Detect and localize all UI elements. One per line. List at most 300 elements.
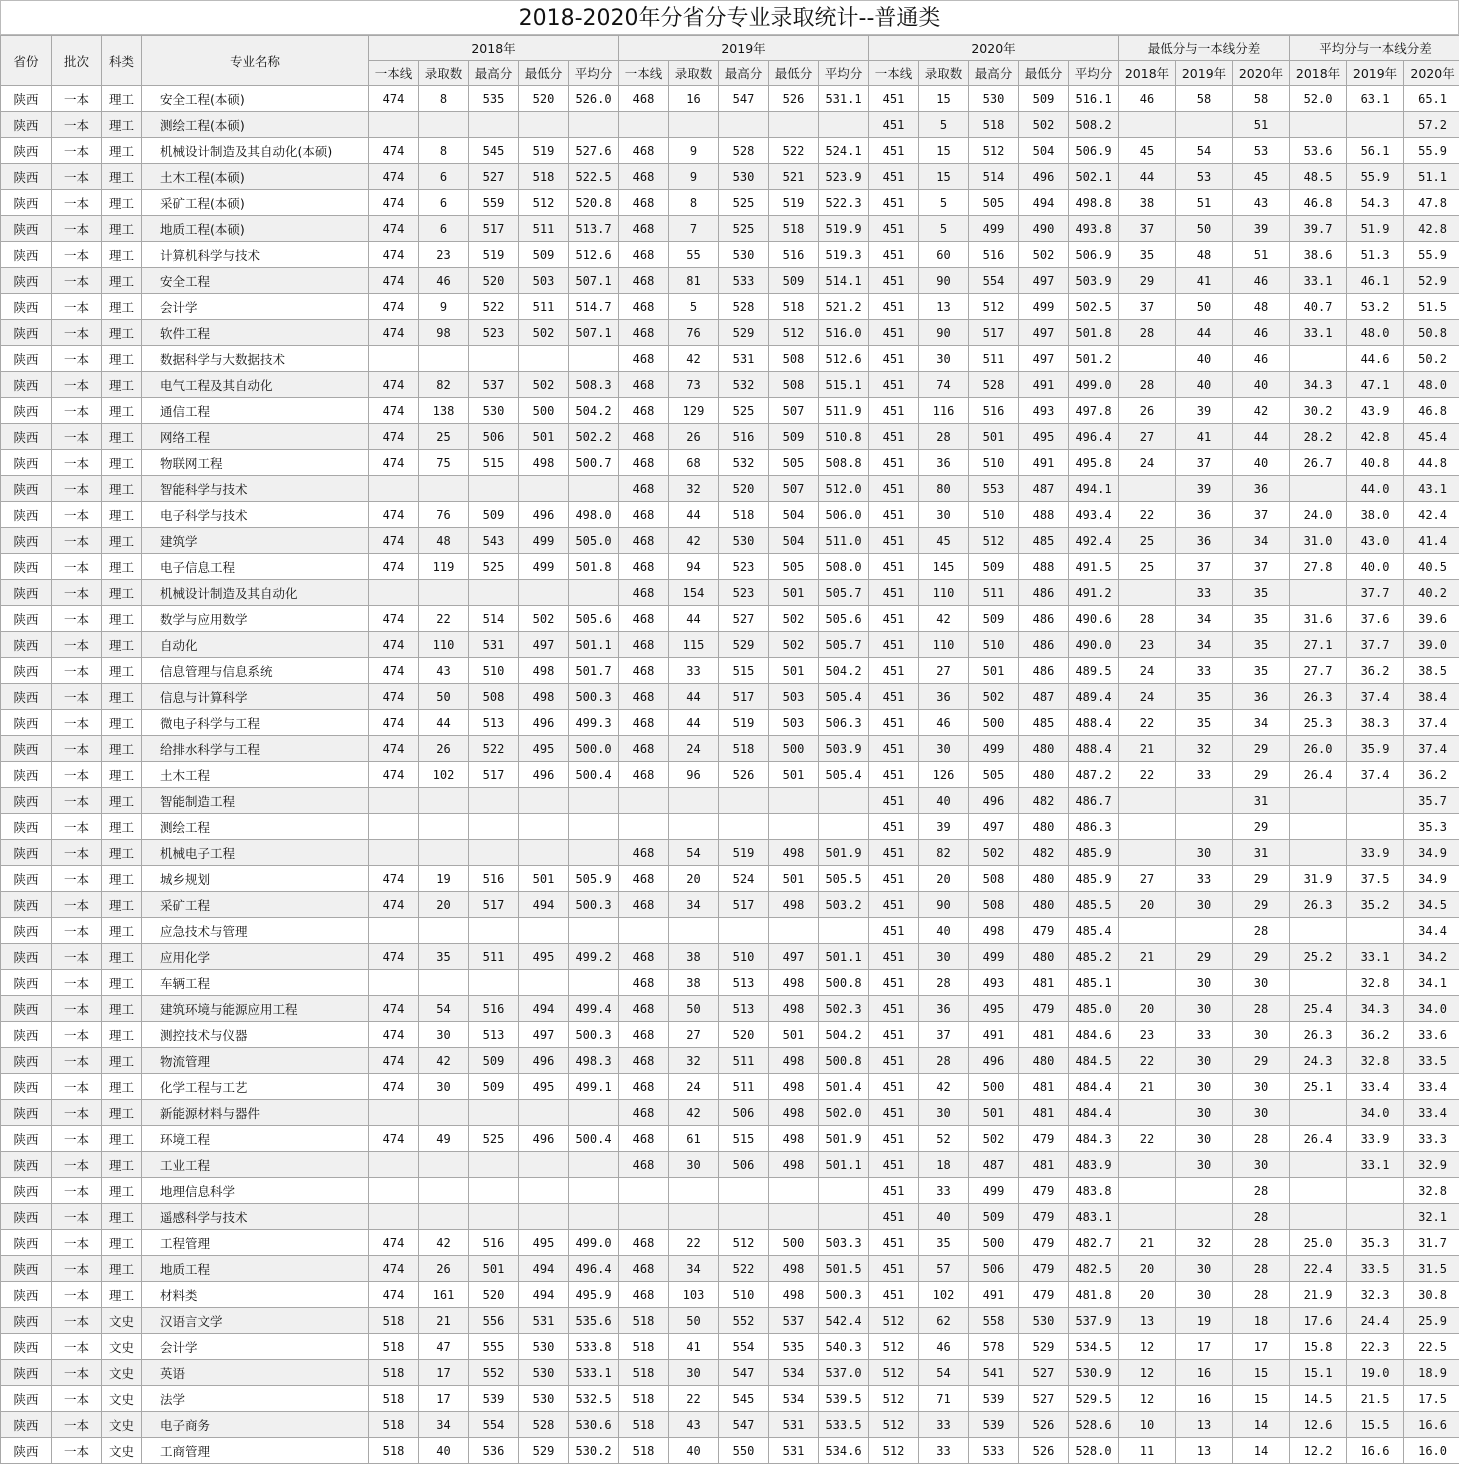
value-cell: 502.3 xyxy=(819,996,869,1022)
value-cell xyxy=(1119,788,1176,814)
value-cell: 102 xyxy=(919,1282,969,1308)
value-cell: 517 xyxy=(469,216,519,242)
value-cell: 60 xyxy=(919,242,969,268)
value-cell: 44 xyxy=(1176,320,1233,346)
value-cell: 519 xyxy=(719,840,769,866)
value-cell: 506 xyxy=(969,1256,1019,1282)
value-cell: 29 xyxy=(1233,762,1290,788)
header-avg-diff: 平均分与一本线分差 xyxy=(1290,36,1459,61)
value-cell: 24 xyxy=(669,1074,719,1100)
value-cell: 491 xyxy=(1019,372,1069,398)
value-cell: 39 xyxy=(919,814,969,840)
value-cell: 474 xyxy=(369,216,419,242)
value-cell: 451 xyxy=(869,1048,919,1074)
value-cell: 485.9 xyxy=(1069,840,1119,866)
value-cell: 468 xyxy=(619,892,669,918)
category-cell: 理工 xyxy=(102,242,142,268)
value-cell: 55.9 xyxy=(1404,242,1459,268)
value-cell: 496 xyxy=(519,710,569,736)
value-cell: 34.5 xyxy=(1404,892,1459,918)
value-cell: 517 xyxy=(469,892,519,918)
major-name-cell: 数据科学与大数据技术 xyxy=(142,346,369,372)
value-cell xyxy=(669,1178,719,1204)
value-cell: 479 xyxy=(1019,1230,1069,1256)
province-cell: 陕西 xyxy=(1,86,52,112)
value-cell: 22.4 xyxy=(1290,1256,1347,1282)
value-cell: 25.0 xyxy=(1290,1230,1347,1256)
value-cell: 533.5 xyxy=(819,1412,869,1438)
value-cell: 44.8 xyxy=(1404,450,1459,476)
value-cell: 30.8 xyxy=(1404,1282,1459,1308)
value-cell: 27 xyxy=(919,658,969,684)
batch-cell: 一本 xyxy=(52,1412,102,1438)
value-cell: 520 xyxy=(719,1022,769,1048)
value-cell xyxy=(469,476,519,502)
value-cell xyxy=(469,970,519,996)
value-cell: 7 xyxy=(669,216,719,242)
value-cell: 33 xyxy=(1176,1022,1233,1048)
value-cell: 42 xyxy=(919,1074,969,1100)
avg-diff-year-1: 2019年 xyxy=(1347,61,1404,86)
value-cell: 63.1 xyxy=(1347,86,1404,112)
value-cell: 533 xyxy=(969,1438,1019,1464)
category-cell: 理工 xyxy=(102,86,142,112)
value-cell: 31.7 xyxy=(1404,1230,1459,1256)
value-cell xyxy=(1347,814,1404,840)
value-cell: 38 xyxy=(1119,190,1176,216)
table-row xyxy=(1,86,1459,112)
value-cell: 23 xyxy=(1119,1022,1176,1048)
value-cell: 33.1 xyxy=(1347,1152,1404,1178)
batch-cell: 一本 xyxy=(52,1100,102,1126)
value-cell: 44.6 xyxy=(1347,346,1404,372)
category-cell: 理工 xyxy=(102,1100,142,1126)
value-cell: 34.0 xyxy=(1347,1100,1404,1126)
major-name-cell: 城乡规划 xyxy=(142,866,369,892)
category-cell: 理工 xyxy=(102,424,142,450)
value-cell: 6 xyxy=(419,164,469,190)
province-cell: 陕西 xyxy=(1,762,52,788)
value-cell: 468 xyxy=(619,944,669,970)
value-cell: 504.2 xyxy=(819,658,869,684)
header-year-2018: 2018年 xyxy=(369,36,619,61)
value-cell: 488.4 xyxy=(1069,710,1119,736)
value-cell: 484.4 xyxy=(1069,1100,1119,1126)
value-cell: 513 xyxy=(719,996,769,1022)
province-cell: 陕西 xyxy=(1,866,52,892)
batch-cell: 一本 xyxy=(52,892,102,918)
province-cell: 陕西 xyxy=(1,1074,52,1100)
value-cell: 28 xyxy=(1233,996,1290,1022)
value-cell: 17 xyxy=(419,1386,469,1412)
value-cell xyxy=(519,1204,569,1230)
value-cell xyxy=(519,1100,569,1126)
value-cell: 497 xyxy=(769,944,819,970)
value-cell xyxy=(369,1152,419,1178)
value-cell: 451 xyxy=(869,346,919,372)
value-cell: 68 xyxy=(669,450,719,476)
table-row xyxy=(1,1256,1459,1282)
value-cell xyxy=(719,918,769,944)
value-cell: 528 xyxy=(519,1412,569,1438)
value-cell: 498 xyxy=(769,996,819,1022)
value-cell: 451 xyxy=(869,606,919,632)
province-cell: 陕西 xyxy=(1,1308,52,1334)
major-name-cell: 自动化 xyxy=(142,632,369,658)
table-row xyxy=(1,112,1459,138)
value-cell: 502 xyxy=(1019,112,1069,138)
value-cell: 52.0 xyxy=(1290,86,1347,112)
value-cell: 550 xyxy=(719,1438,769,1464)
table-row xyxy=(1,554,1459,580)
category-cell: 理工 xyxy=(102,216,142,242)
value-cell: 474 xyxy=(369,1282,419,1308)
value-cell: 503 xyxy=(769,710,819,736)
value-cell: 512.6 xyxy=(569,242,619,268)
major-name-cell: 信息与计算科学 xyxy=(142,684,369,710)
header-year-2019: 2019年 xyxy=(619,36,869,61)
batch-cell: 一本 xyxy=(52,528,102,554)
value-cell: 498 xyxy=(769,1152,819,1178)
value-cell: 508.8 xyxy=(819,450,869,476)
value-cell: 34.0 xyxy=(1404,996,1459,1022)
value-cell: 530 xyxy=(469,398,519,424)
value-cell: 30 xyxy=(919,502,969,528)
value-cell: 512 xyxy=(869,1386,919,1412)
value-cell: 532.5 xyxy=(569,1386,619,1412)
value-cell: 44 xyxy=(419,710,469,736)
value-cell: 500.3 xyxy=(569,1022,619,1048)
value-cell: 58 xyxy=(1233,86,1290,112)
value-cell: 51 xyxy=(1176,190,1233,216)
category-cell: 理工 xyxy=(102,346,142,372)
value-cell: 451 xyxy=(869,1256,919,1282)
value-cell: 75 xyxy=(419,450,469,476)
value-cell: 22 xyxy=(1119,762,1176,788)
value-cell: 22.5 xyxy=(1404,1334,1459,1360)
province-cell: 陕西 xyxy=(1,112,52,138)
value-cell: 451 xyxy=(869,86,919,112)
value-cell: 516 xyxy=(769,242,819,268)
value-cell: 474 xyxy=(369,164,419,190)
value-cell: 474 xyxy=(369,554,419,580)
value-cell: 451 xyxy=(869,372,919,398)
value-cell xyxy=(669,918,719,944)
value-cell: 527 xyxy=(469,164,519,190)
value-cell: 9 xyxy=(419,294,469,320)
value-cell: 26 xyxy=(419,736,469,762)
value-cell: 41.4 xyxy=(1404,528,1459,554)
value-cell: 27 xyxy=(1119,866,1176,892)
value-cell: 40 xyxy=(1233,372,1290,398)
province-cell: 陕西 xyxy=(1,1438,52,1464)
value-cell: 480 xyxy=(1019,1048,1069,1074)
value-cell: 30 xyxy=(419,1022,469,1048)
province-cell: 陕西 xyxy=(1,346,52,372)
subheader-2020-0: 一本线 xyxy=(869,61,919,86)
value-cell: 518 xyxy=(619,1412,669,1438)
value-cell: 525 xyxy=(719,190,769,216)
value-cell: 497 xyxy=(1019,268,1069,294)
table-row xyxy=(1,1074,1459,1100)
value-cell: 451 xyxy=(869,554,919,580)
value-cell: 503 xyxy=(769,684,819,710)
value-cell: 528 xyxy=(719,294,769,320)
value-cell: 18 xyxy=(1233,1308,1290,1334)
value-cell: 28.2 xyxy=(1290,424,1347,450)
value-cell xyxy=(1290,1204,1347,1230)
value-cell: 501.4 xyxy=(819,1074,869,1100)
value-cell: 520.8 xyxy=(569,190,619,216)
value-cell: 13 xyxy=(1176,1438,1233,1464)
value-cell: 518 xyxy=(719,502,769,528)
value-cell: 518 xyxy=(369,1412,419,1438)
value-cell: 519 xyxy=(719,710,769,736)
province-cell: 陕西 xyxy=(1,1178,52,1204)
value-cell: 494 xyxy=(519,996,569,1022)
value-cell: 531 xyxy=(469,632,519,658)
value-cell: 534 xyxy=(769,1386,819,1412)
value-cell xyxy=(1119,1152,1176,1178)
batch-cell: 一本 xyxy=(52,1126,102,1152)
value-cell: 483.8 xyxy=(1069,1178,1119,1204)
value-cell: 37.7 xyxy=(1347,632,1404,658)
value-cell: 523.9 xyxy=(819,164,869,190)
value-cell: 31.6 xyxy=(1290,606,1347,632)
value-cell: 30 xyxy=(919,736,969,762)
batch-cell: 一本 xyxy=(52,450,102,476)
value-cell: 492.4 xyxy=(1069,528,1119,554)
value-cell: 519 xyxy=(769,190,819,216)
value-cell: 27 xyxy=(669,1022,719,1048)
value-cell: 512 xyxy=(869,1360,919,1386)
value-cell: 468 xyxy=(619,1022,669,1048)
value-cell: 36.2 xyxy=(1404,762,1459,788)
value-cell: 500 xyxy=(769,1230,819,1256)
value-cell: 498 xyxy=(519,450,569,476)
value-cell: 451 xyxy=(869,398,919,424)
major-name-cell: 土木工程 xyxy=(142,762,369,788)
value-cell: 509 xyxy=(469,1048,519,1074)
value-cell: 40 xyxy=(919,788,969,814)
major-name-cell: 应用化学 xyxy=(142,944,369,970)
value-cell: 556 xyxy=(469,1308,519,1334)
value-cell xyxy=(819,1178,869,1204)
value-cell: 512.6 xyxy=(819,346,869,372)
value-cell: 33.9 xyxy=(1347,1126,1404,1152)
value-cell: 518 xyxy=(619,1360,669,1386)
value-cell: 500.8 xyxy=(819,970,869,996)
value-cell xyxy=(619,1204,669,1230)
table-row xyxy=(1,216,1459,242)
value-cell xyxy=(669,788,719,814)
value-cell: 468 xyxy=(619,424,669,450)
value-cell: 26.3 xyxy=(1290,1022,1347,1048)
value-cell: 531 xyxy=(769,1412,819,1438)
value-cell xyxy=(469,112,519,138)
value-cell: 511 xyxy=(719,1048,769,1074)
value-cell xyxy=(419,1178,469,1204)
value-cell: 5 xyxy=(919,216,969,242)
value-cell xyxy=(1290,1178,1347,1204)
value-cell: 518 xyxy=(769,294,819,320)
value-cell: 119 xyxy=(419,554,469,580)
value-cell: 35.2 xyxy=(1347,892,1404,918)
value-cell: 525 xyxy=(719,216,769,242)
value-cell: 480 xyxy=(1019,762,1069,788)
value-cell: 537.9 xyxy=(1069,1308,1119,1334)
value-cell: 22 xyxy=(1119,502,1176,528)
category-cell: 理工 xyxy=(102,1282,142,1308)
value-cell: 16 xyxy=(1176,1360,1233,1386)
value-cell xyxy=(469,814,519,840)
value-cell xyxy=(1347,112,1404,138)
value-cell xyxy=(569,1204,619,1230)
value-cell: 496.4 xyxy=(1069,424,1119,450)
value-cell: 24 xyxy=(669,736,719,762)
value-cell: 558 xyxy=(969,1308,1019,1334)
value-cell: 537.0 xyxy=(819,1360,869,1386)
batch-cell: 一本 xyxy=(52,372,102,398)
value-cell: 47.8 xyxy=(1404,190,1459,216)
value-cell: 514 xyxy=(969,164,1019,190)
table-row xyxy=(1,476,1459,502)
category-cell: 理工 xyxy=(102,788,142,814)
value-cell: 512 xyxy=(969,294,1019,320)
value-cell: 525 xyxy=(719,398,769,424)
value-cell: 512 xyxy=(769,320,819,346)
value-cell: 20 xyxy=(1119,996,1176,1022)
value-cell: 17 xyxy=(1233,1334,1290,1360)
value-cell: 496 xyxy=(519,762,569,788)
value-cell: 511 xyxy=(519,216,569,242)
value-cell: 479 xyxy=(1019,1282,1069,1308)
category-cell: 理工 xyxy=(102,1048,142,1074)
value-cell: 26.4 xyxy=(1290,1126,1347,1152)
value-cell: 21 xyxy=(419,1308,469,1334)
value-cell xyxy=(519,840,569,866)
value-cell: 76 xyxy=(669,320,719,346)
value-cell: 54 xyxy=(419,996,469,1022)
value-cell: 23 xyxy=(419,242,469,268)
value-cell: 52 xyxy=(919,1126,969,1152)
major-name-cell: 新能源材料与器件 xyxy=(142,1100,369,1126)
batch-cell: 一本 xyxy=(52,996,102,1022)
value-cell xyxy=(719,788,769,814)
value-cell: 451 xyxy=(869,684,919,710)
value-cell: 493 xyxy=(1019,398,1069,424)
value-cell: 474 xyxy=(369,736,419,762)
value-cell: 502.0 xyxy=(819,1100,869,1126)
major-name-cell: 会计学 xyxy=(142,294,369,320)
value-cell: 531 xyxy=(769,1438,819,1464)
value-cell: 510 xyxy=(719,1282,769,1308)
province-cell: 陕西 xyxy=(1,996,52,1022)
value-cell: 500.4 xyxy=(569,1126,619,1152)
value-cell: 37 xyxy=(1233,502,1290,528)
value-cell: 8 xyxy=(419,138,469,164)
value-cell: 24.4 xyxy=(1347,1308,1404,1334)
value-cell: 487.2 xyxy=(1069,762,1119,788)
value-cell: 468 xyxy=(619,632,669,658)
value-cell: 48 xyxy=(419,528,469,554)
value-cell: 501.1 xyxy=(569,632,619,658)
value-cell: 480 xyxy=(1019,814,1069,840)
batch-cell: 一本 xyxy=(52,320,102,346)
value-cell: 493 xyxy=(969,970,1019,996)
value-cell: 488.4 xyxy=(1069,736,1119,762)
value-cell: 503.2 xyxy=(819,892,869,918)
value-cell: 38 xyxy=(669,970,719,996)
value-cell: 468 xyxy=(619,710,669,736)
value-cell: 38.4 xyxy=(1404,684,1459,710)
value-cell: 503 xyxy=(519,268,569,294)
value-cell: 508.3 xyxy=(569,372,619,398)
value-cell: 54 xyxy=(1176,138,1233,164)
value-cell: 451 xyxy=(869,450,919,476)
value-cell: 468 xyxy=(619,970,669,996)
value-cell xyxy=(819,788,869,814)
batch-cell: 一本 xyxy=(52,658,102,684)
value-cell: 474 xyxy=(369,372,419,398)
value-cell: 61 xyxy=(669,1126,719,1152)
batch-cell: 一本 xyxy=(52,242,102,268)
table-row xyxy=(1,1204,1459,1230)
value-cell: 51 xyxy=(1233,112,1290,138)
major-name-cell: 软件工程 xyxy=(142,320,369,346)
batch-cell: 一本 xyxy=(52,762,102,788)
value-cell xyxy=(369,970,419,996)
value-cell: 501.2 xyxy=(1069,346,1119,372)
value-cell: 28 xyxy=(1233,1256,1290,1282)
value-cell: 54 xyxy=(919,1360,969,1386)
value-cell: 504 xyxy=(1019,138,1069,164)
value-cell: 451 xyxy=(869,762,919,788)
value-cell: 44 xyxy=(1119,164,1176,190)
value-cell: 46 xyxy=(419,268,469,294)
value-cell: 36.2 xyxy=(1347,658,1404,684)
category-cell: 理工 xyxy=(102,1256,142,1282)
major-name-cell: 应急技术与管理 xyxy=(142,918,369,944)
value-cell xyxy=(519,112,569,138)
value-cell: 518 xyxy=(369,1386,419,1412)
value-cell: 526 xyxy=(769,86,819,112)
table-row xyxy=(1,398,1459,424)
value-cell: 474 xyxy=(369,1048,419,1074)
value-cell: 468 xyxy=(619,164,669,190)
value-cell: 516 xyxy=(969,398,1019,424)
value-cell: 29 xyxy=(1233,892,1290,918)
table-row xyxy=(1,1022,1459,1048)
value-cell: 33 xyxy=(1176,580,1233,606)
value-cell: 501 xyxy=(969,658,1019,684)
value-cell xyxy=(769,788,819,814)
table-row xyxy=(1,372,1459,398)
table-row xyxy=(1,528,1459,554)
value-cell: 530 xyxy=(719,528,769,554)
value-cell: 524.1 xyxy=(819,138,869,164)
batch-cell: 一本 xyxy=(52,580,102,606)
value-cell: 154 xyxy=(669,580,719,606)
value-cell: 502 xyxy=(969,840,1019,866)
value-cell xyxy=(769,918,819,944)
value-cell: 539 xyxy=(469,1386,519,1412)
value-cell: 468 xyxy=(619,216,669,242)
value-cell: 512 xyxy=(869,1412,919,1438)
value-cell: 451 xyxy=(869,892,919,918)
batch-cell: 一本 xyxy=(52,424,102,450)
batch-cell: 一本 xyxy=(52,1282,102,1308)
